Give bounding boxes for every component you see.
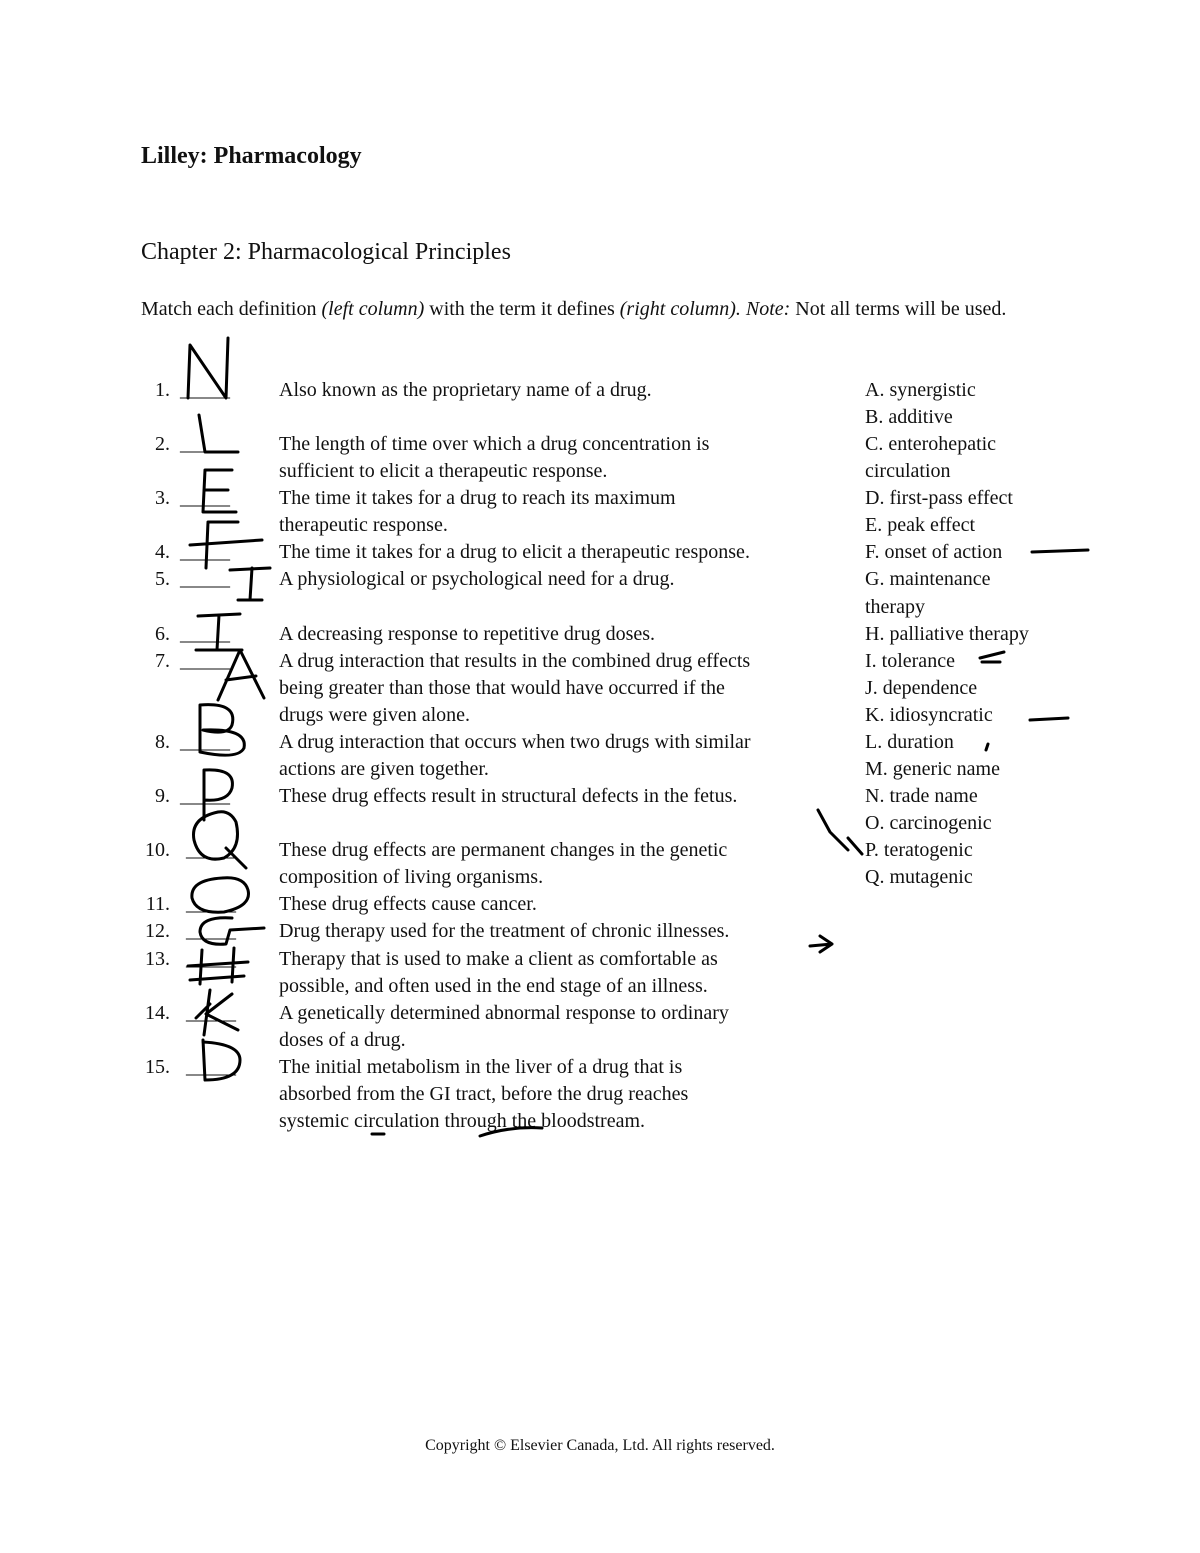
question-text: composition of living organisms. (279, 866, 544, 888)
ink-comma-duration (986, 744, 988, 750)
term-item: N. trade name (865, 785, 978, 807)
question-number: 14. (145, 1002, 170, 1024)
instructions-part1: Match each definition (141, 298, 322, 320)
answer-blank[interactable]: _____ (186, 948, 236, 970)
question-text: sufficient to elicit a therapeutic response. (279, 460, 608, 482)
question-number: 9. (155, 785, 170, 807)
question-text: A drug interaction that results in the combined drug effects (279, 650, 751, 672)
answer-blank[interactable]: _____ (186, 1056, 236, 1078)
term-item: P. teratogenic (865, 839, 973, 861)
question-text: Also known as the proprietary name of a drug. (279, 379, 652, 401)
chapter-title: Chapter 2: Pharmacological Principles (141, 239, 511, 265)
instructions-part2: with the term it defines (424, 298, 620, 320)
answer-blank[interactable]: _____ (186, 1002, 236, 1024)
question-text: The time it takes for a drug to elicit a therapeutic response. (279, 541, 750, 563)
question-text: A physiological or psychological need for a drug. (279, 568, 675, 590)
question-text: The time it takes for a drug to reach its maximum (279, 487, 676, 509)
term-item: L. duration (865, 731, 954, 753)
question-text: A genetically determined abnormal response to ordinary (279, 1002, 729, 1024)
question-text: therapeutic response. (279, 514, 448, 536)
question-number: 8. (155, 731, 170, 753)
copyright-footer: Copyright © Elsevier Canada, Ltd. All rights reserved. (425, 1437, 775, 1454)
question-text: absorbed from the GI tract, before the drug reaches (279, 1083, 689, 1105)
question-text: A decreasing response to repetitive drug doses. (279, 623, 656, 645)
answer-blank[interactable]: _____ (180, 650, 230, 672)
instructions-part3: Not all terms will be used. (790, 298, 1007, 320)
term-item: I. tolerance (865, 650, 955, 672)
term-item: C. enterohepatic (865, 433, 997, 455)
handwritten-answer-i-5 (230, 568, 270, 600)
question-text: being greater than those that would have occurred if the (279, 677, 725, 699)
term-item: J. dependence (865, 677, 978, 699)
ink-dash-idiosyncratic (1030, 718, 1068, 720)
question-number: 5. (155, 568, 170, 590)
answer-blank[interactable]: _____ (180, 731, 230, 753)
note-label: Note: (745, 298, 791, 320)
term-item: E. peak effect (865, 514, 976, 536)
question-number: 1. (155, 379, 170, 401)
answer-blank[interactable]: _____ (180, 541, 230, 563)
question-text: systemic circulation through the bloodstream. (279, 1110, 646, 1132)
ink-arrow (810, 936, 832, 952)
question-number: 12. (145, 920, 170, 942)
question-number: 11. (145, 893, 170, 915)
question-number: 6. (155, 623, 170, 645)
answer-blank[interactable]: _____ (186, 920, 236, 942)
term-item: M. generic name (865, 758, 1000, 780)
answer-blank[interactable]: _____ (186, 839, 236, 861)
question-number: 15. (145, 1056, 170, 1078)
left-column-label: (left column) (321, 298, 425, 320)
question-number: 7. (155, 650, 170, 672)
question-text: These drug effects result in structural defects in the fetus. (279, 785, 738, 807)
answer-blank[interactable]: _____ (180, 623, 230, 645)
question-text: possible, and often used in the end stage of an illness. (279, 975, 708, 997)
ink-dash-onset (1032, 550, 1088, 552)
term-item: K. idiosyncratic (865, 704, 993, 726)
question-number: 10. (145, 839, 170, 861)
term-item: H. palliative therapy (865, 623, 1029, 645)
question-number: 4. (155, 541, 170, 563)
answer-blank[interactable]: _____ (180, 379, 230, 401)
term-item: G. maintenance (865, 568, 991, 590)
answer-blank[interactable]: _____ (180, 433, 230, 455)
answer-blank[interactable]: _____ (180, 568, 230, 590)
question-text: These drug effects are permanent changes in the genetic (279, 839, 728, 861)
answer-blank[interactable]: _____ (186, 893, 236, 915)
question-number: 3. (155, 487, 170, 509)
question-text: The initial metabolism in the liver of a drug that is (279, 1056, 683, 1078)
question-text: The length of time over which a drug concentration is (279, 433, 710, 455)
ink-mark-tolerance (980, 652, 1004, 662)
ink-checkmark (818, 810, 848, 850)
answer-blank[interactable]: _____ (180, 785, 230, 807)
term-item: therapy (865, 596, 925, 618)
question-number: 13. (145, 948, 170, 970)
question-text: A drug interaction that occurs when two drugs with similar (279, 731, 751, 753)
question-text: These drug effects cause cancer. (279, 893, 537, 915)
question-text: Therapy that is used to make a client as comfortable as (279, 948, 718, 970)
ink-tick (848, 838, 862, 854)
question-text: doses of a drug. (279, 1029, 406, 1051)
term-item: F. onset of action (865, 541, 1003, 563)
term-item: Q. mutagenic (865, 866, 973, 888)
book-title: Lilley: Pharmacology (141, 143, 362, 169)
term-item: circulation (865, 460, 951, 482)
answer-blank[interactable]: _____ (180, 487, 230, 509)
term-item: B. additive (865, 406, 953, 428)
term-item: A. synergistic (865, 379, 976, 401)
question-text: actions are given together. (279, 758, 489, 780)
right-column-label: (right column). (619, 298, 741, 320)
term-item: D. first-pass effect (865, 487, 1013, 509)
term-item: O. carcinogenic (865, 812, 992, 834)
question-text: Drug therapy used for the treatment of chronic illnesses. (279, 920, 730, 942)
question-text: drugs were given alone. (279, 704, 471, 726)
instructions (141, 296, 1041, 323)
question-number: 2. (155, 433, 170, 455)
